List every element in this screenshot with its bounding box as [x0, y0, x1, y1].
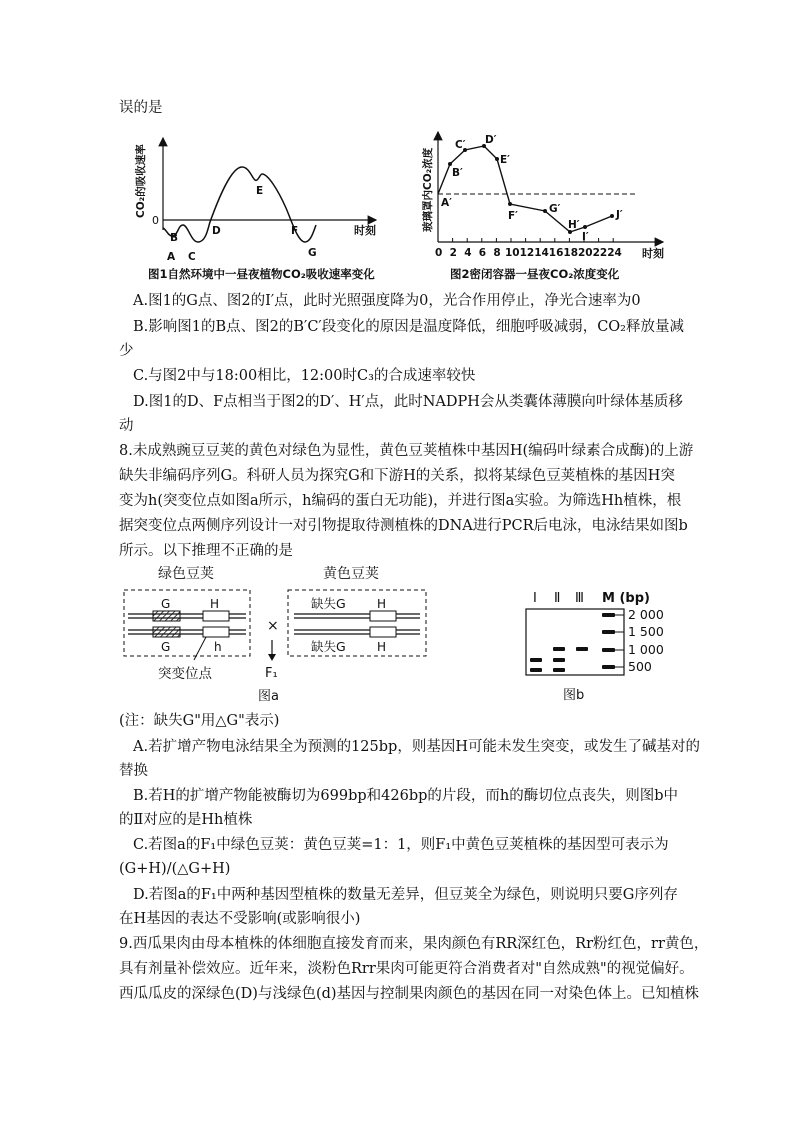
- q9-line-1: 9.西瓜果肉由母本植株的体细胞直接发育而来，果肉颜色有RR深红色，Rr粉红色，rr黄色，: [119, 936, 709, 952]
- mutation-label: 突变位点: [158, 666, 212, 682]
- figure-b: [520, 585, 700, 705]
- figure-2-chart: [418, 124, 680, 287]
- q8-line-5: 所示。以下推理不正确的是: [119, 543, 293, 559]
- fig1-point-D: D: [212, 225, 221, 237]
- fig2-point-G: G′: [549, 203, 561, 215]
- f1-label: F₁: [265, 666, 278, 681]
- fig2-point-H: H′: [568, 219, 580, 231]
- q8-option-d: D.若图a的F₁中两种基因型植株的数量无差异，但豆荚全为绿色，则说明只要G序列存: [133, 887, 678, 903]
- marker-1500: 1 500: [628, 624, 664, 639]
- fig2-markers: [448, 144, 614, 234]
- fig2-point-J: J′: [616, 209, 623, 221]
- green-pod-title: 绿色豆荚: [158, 566, 214, 582]
- fig2-tick-label: 14: [534, 247, 549, 259]
- q8-line-2: 缺失非编码序列G。科研人员为探究G和下游H的关系，拟将某绿色豆荚植株的基因H突: [119, 468, 675, 484]
- q8-option-a-cont: 替换: [119, 763, 148, 779]
- label-del-G-lower: 缺失G: [311, 639, 346, 654]
- green-genotype-box: [124, 590, 250, 656]
- lane-label-3: Ⅲ: [575, 591, 584, 606]
- fig2-marker: [448, 162, 452, 166]
- fig2-line: [438, 146, 612, 232]
- q8-option-b: B.若H的扩增产物能被酶切为699bp和426bp的片段，而h的酶切位点丧失，则图b中: [133, 788, 679, 804]
- fig1-zero: 0: [152, 214, 159, 227]
- q7-option-b: B.影响图1的B点、图2的B′C′段变化的原因是温度降低，细胞呼吸减弱，CO₂释放量减: [133, 319, 684, 335]
- marker-500: 500: [628, 659, 652, 674]
- fig2-point-I: I′: [582, 231, 589, 243]
- fig2-marker: [610, 214, 614, 218]
- fig2-tick-label: 22: [592, 247, 608, 259]
- gene-h-lower: [203, 627, 229, 637]
- fig2-marker: [495, 157, 499, 161]
- label-H-yellow-lower: H: [377, 640, 387, 654]
- fig2-marker: [508, 202, 512, 206]
- lane2-band-lower: [553, 668, 565, 672]
- fig2-tick-label: 8: [493, 247, 501, 259]
- gene-H-yellow-upper: [370, 611, 396, 621]
- fig2-tick-label: 20: [578, 247, 593, 259]
- q7-option-d: D.图1的D、F点相当于图2的D′、H′点，此时NADPH会从类囊体薄膜向叶绿体基质移: [133, 394, 683, 410]
- label-del-G-upper: 缺失G: [311, 596, 346, 611]
- fig2-tick-label: 4: [464, 247, 472, 259]
- ladder-band-500: [602, 665, 615, 669]
- fig1-point-A: A: [167, 251, 176, 263]
- lane-label-4: M (bp): [602, 591, 650, 606]
- fig2-ylabel: 玻璃罩内CO₂浓度: [422, 147, 434, 232]
- lane-label-1: Ⅰ: [533, 591, 537, 606]
- figure-note: (注：缺失G"用△G"表示): [119, 713, 280, 729]
- fig1-point-F: F: [291, 225, 299, 237]
- q8-option-a: A.若扩增产物电泳结果全为预测的125bp，则基因H可能未发生突变，或发生了碱基对的: [133, 739, 700, 755]
- q8-option-d-cont: 在H基因的表达不受影响(或影响很小): [119, 911, 361, 927]
- lane1-band-lower: [530, 668, 542, 672]
- q8-option-b-cont: 的Ⅱ对应的是Hh植株: [119, 812, 253, 828]
- gene-G-lower: [153, 627, 180, 637]
- ladder-band-2000: [602, 613, 615, 617]
- fig2-tick-label: 18: [563, 247, 579, 259]
- fig2-point-D: D′: [485, 134, 497, 146]
- fig1-point-B: B: [170, 232, 179, 244]
- gene-G-upper: [153, 611, 180, 621]
- fig2-marker: [583, 225, 587, 229]
- label-H-yellow-upper: H: [377, 597, 387, 611]
- q7-option-c: C.与图2中与18:00相比，12:00时C₃的合成速率较快: [133, 368, 476, 384]
- fig1-caption: 图1自然环境中一昼夜植物CO₂吸收速率变化: [148, 267, 375, 281]
- fig2-point-B: B′: [452, 167, 463, 179]
- fig2-tick-label: 10: [505, 247, 520, 259]
- fig1-point-E: E: [256, 185, 264, 197]
- fig2-tick-label: 0: [435, 247, 443, 259]
- q8-line-3: 变为h(突变位点如图a所示，h编码的蛋白无功能)，并进行图a实验。为筛选Hh植株，根: [119, 493, 682, 509]
- lane-label-2: Ⅱ: [554, 591, 561, 606]
- lane1-band-upper: [530, 658, 542, 662]
- q8-option-c: C.若图a的F₁中绿色豆荚：黄色豆荚=1：1，则F₁中黄色豆荚植株的基因型可表示为: [133, 837, 669, 853]
- fig2-ticks: [435, 238, 622, 259]
- mutation-pointer: [194, 637, 206, 660]
- figure-1-chart: [128, 130, 390, 285]
- figure-a-caption: 图a: [258, 689, 279, 704]
- fig2-tick-label: 12: [519, 247, 535, 259]
- lane2-band-mid: [553, 658, 565, 662]
- fig2-tick-label: 6: [478, 247, 487, 259]
- yellow-genotype-box: [288, 590, 426, 656]
- marker-2000: 2 000: [628, 607, 664, 622]
- fig2-point-F: F′: [508, 210, 518, 222]
- fig2-point-E: E′: [500, 154, 510, 166]
- q7-option-b-cont: 少: [119, 343, 134, 359]
- fig1-ylabel: CO₂的吸收速率: [135, 144, 147, 218]
- q8-line-4: 据突变位点两侧序列设计一对引物提取待测植株的DNA进行PCR后电泳，电泳结果如图b: [119, 518, 688, 534]
- fig2-tick-label: 16: [548, 247, 564, 259]
- label-h-lower: h: [214, 640, 222, 654]
- fig1-point-G: G: [308, 247, 317, 259]
- fig2-tick-label: 2: [449, 247, 457, 259]
- question-intro: 误的是: [119, 100, 163, 116]
- fig2-caption: 图2密闭容器一昼夜CO₂浓度变化: [450, 267, 620, 281]
- lane2-band-upper: [553, 647, 565, 651]
- q8-option-c-cont: (G+H)/(△G+H): [119, 861, 231, 877]
- label-G-upper: G: [161, 597, 171, 611]
- figure-a: [118, 560, 436, 705]
- fig2-xlabel: 时刻: [642, 247, 664, 260]
- fig2-tick-label: 24: [607, 247, 622, 259]
- lane3-band: [576, 647, 588, 651]
- ladder-band-1000: [602, 648, 615, 652]
- fig1-xlabel: 时刻: [354, 224, 376, 237]
- gene-H-upper: [203, 611, 229, 621]
- fig1-point-C: C: [188, 251, 196, 263]
- q8-line-1: 8.未成熟豌豆豆荚的黄色对绿色为显性，黄色豆荚植株中基因H(编码叶绿素合成酶)的上游: [119, 443, 694, 459]
- fig2-point-A: A′: [441, 197, 452, 209]
- q7-option-d-cont: 动: [119, 418, 134, 434]
- q7-option-a: A.图1的G点、图2的I′点，此时光照强度降为0，光合作用停止，净光合速率为0: [133, 293, 641, 309]
- gene-H-yellow-lower: [370, 627, 396, 637]
- fig2-marker: [543, 209, 547, 213]
- ladder-band-1500: [602, 630, 615, 634]
- yellow-pod-title: 黄色豆荚: [323, 566, 379, 582]
- q9-line-3: 西瓜瓜皮的深绿色(D)与浅绿色(d)基因与控制果肉颜色的基因在同一对染色体上。已知植株: [119, 986, 700, 1002]
- label-G-lower: G: [161, 640, 171, 654]
- fig2-point-C: C′: [455, 139, 466, 151]
- cross-symbol: ×: [267, 618, 279, 634]
- label-H-upper: H: [210, 597, 220, 611]
- q9-line-2: 具有剂量补偿效应。近年来，淡粉色Rrr果肉可能更符合消费者对"自然成熟"的视觉偏好。: [119, 961, 694, 977]
- figure-b-caption: 图b: [563, 688, 585, 703]
- marker-1000: 1 000: [628, 642, 664, 657]
